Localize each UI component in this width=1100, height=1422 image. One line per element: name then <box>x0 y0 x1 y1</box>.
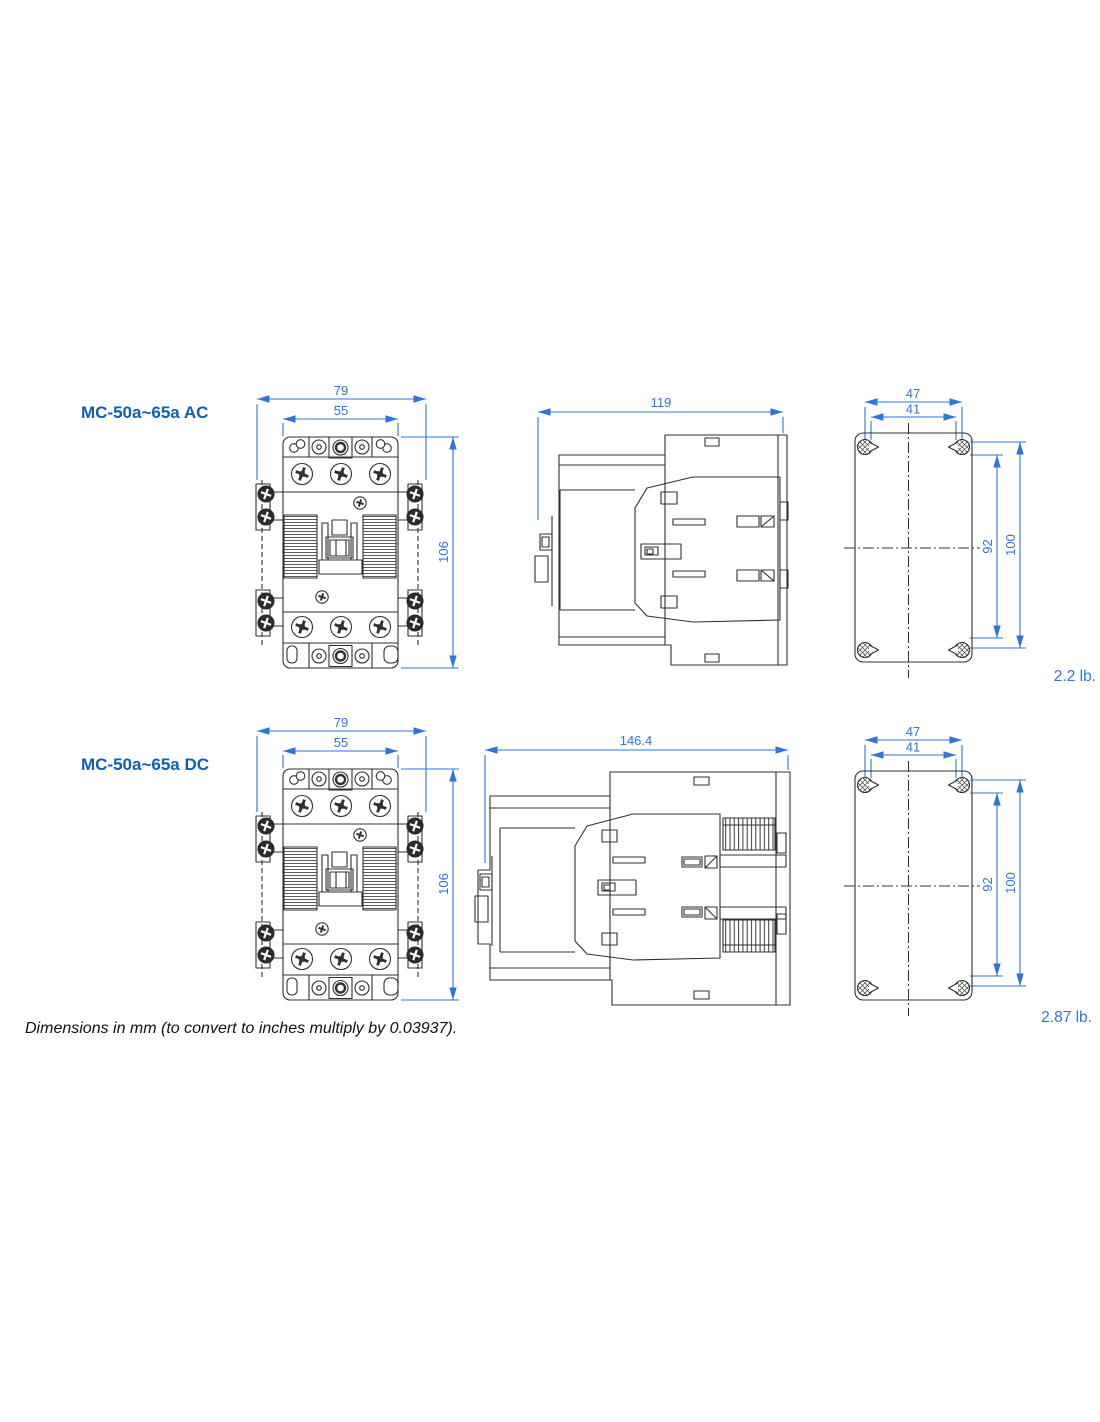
dim-dc-mount-width-outer: 47 <box>905 724 921 739</box>
dim-ac-overall-width: 79 <box>333 383 349 398</box>
side-view-ac <box>525 388 825 688</box>
front-view-dc <box>215 712 465 1022</box>
rear-view-drawing <box>844 402 1026 678</box>
dim-dc-depth: 146.4 <box>619 733 653 748</box>
dim-ac-height: 106 <box>436 541 451 563</box>
side-view-drawing <box>475 750 790 1005</box>
dim-dc-overall-width: 79 <box>333 715 349 730</box>
rear-view-ac <box>840 385 1100 695</box>
dim-ac-mount-height-outer: 100 <box>1003 534 1018 556</box>
side-view-drawing <box>535 412 788 665</box>
product-title-ac: MC-50a~65a AC <box>81 403 209 422</box>
weight-ac: 2.2 lb. <box>1053 668 1096 685</box>
dim-dc-mount-height-inner: 92 <box>980 877 995 892</box>
dim-dc-mount-height-outer: 100 <box>1003 872 1018 894</box>
front-view-drawing <box>256 731 459 1000</box>
side-view-dc <box>470 728 800 1028</box>
footer-note: Dimensions in mm (to convert to inches multiply by 0.03937). <box>25 1020 458 1037</box>
rear-view-dc <box>840 723 1100 1033</box>
dim-dc-body-width: 55 <box>333 735 349 750</box>
dim-ac-mount-width-inner: 41 <box>905 401 921 417</box>
weight-dc: 2.87 lb. <box>1041 1009 1092 1026</box>
front-view-ac <box>215 380 465 690</box>
dim-ac-mount-width-outer: 47 <box>905 386 921 401</box>
dim-ac-depth: 119 <box>650 395 672 410</box>
dim-dc-mount-width-inner: 41 <box>905 739 921 755</box>
front-view-drawing <box>256 399 459 668</box>
product-title-dc: MC-50a~65a DC <box>81 755 210 774</box>
dim-dc-height: 106 <box>436 873 451 895</box>
dim-ac-mount-height-inner: 92 <box>980 539 995 554</box>
dim-ac-body-width: 55 <box>333 403 349 418</box>
rear-view-drawing <box>844 740 1026 1016</box>
